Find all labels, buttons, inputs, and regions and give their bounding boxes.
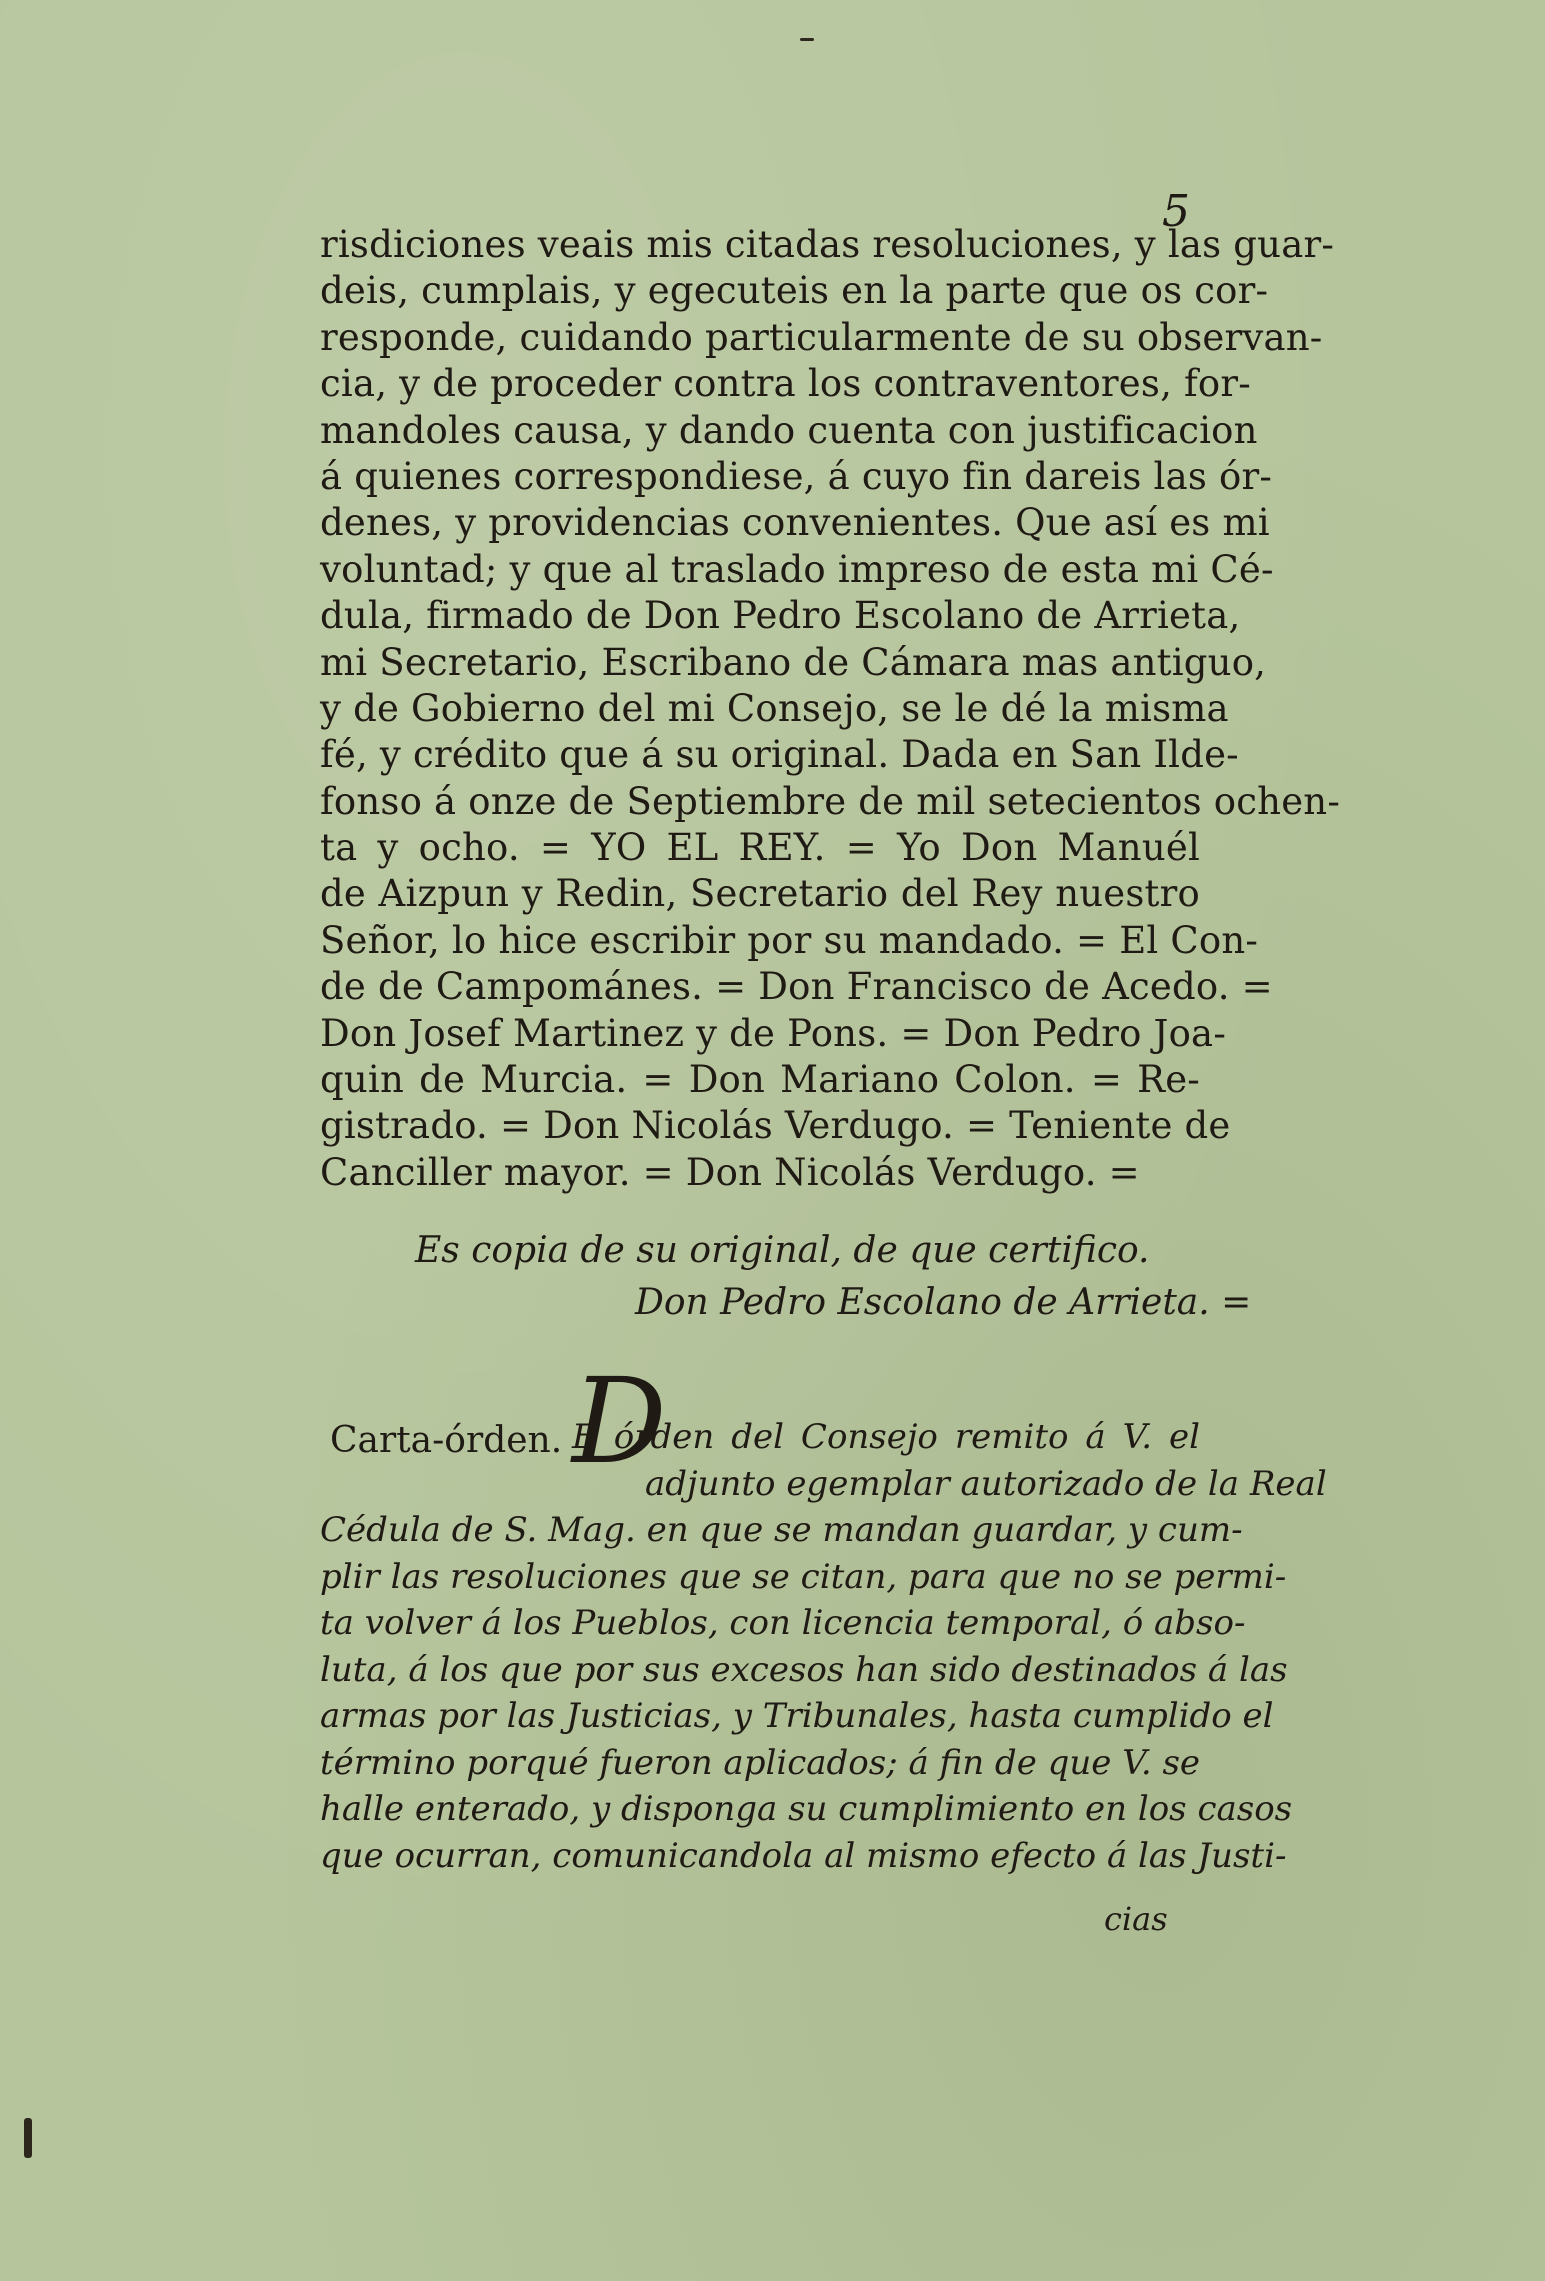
- carta-line: término porqué fueron aplicados; á fin de que V. se: [320, 1742, 1201, 1783]
- certification-signature: Don Pedro Escolano de Arrieta. =: [635, 1282, 1252, 1323]
- body-line: mi Secretario, Escribano de Cámara mas antiguo,: [320, 640, 1267, 684]
- body-line: y de Gobierno del mi Consejo, se le dé la misma: [320, 686, 1229, 730]
- carta-line: que ocurran, comunicandola al mismo efecto á las Justi-: [320, 1835, 1287, 1876]
- carta-orden-text: [320, 1414, 1327, 1879]
- body-line: deis, cumplais, y egecuteis en la parte que os cor-: [320, 269, 1269, 313]
- body-line: denes, y providencias convenientes. Que así es mi: [320, 501, 1270, 545]
- body-line: quin de Murcia. = Don Mariano Colon. = Re-: [320, 1058, 1200, 1102]
- body-line: risdiciones veais mis citadas resoluciones, y las guar-: [320, 223, 1335, 266]
- body-line: de de Campománes. = Don Francisco de Acedo. =: [320, 965, 1273, 1009]
- body-line: dula, firmado de Don Pedro Escolano de Arrieta,: [320, 594, 1241, 638]
- body-line: fonso á onze de Septiembre de mil setecientos ochen-: [320, 779, 1341, 823]
- body-line: Don Josef Martinez y de Pons. = Don Pedro Joa-: [320, 1011, 1227, 1055]
- drop-cap: D: [572, 1352, 667, 1490]
- carta-line: halle enterado, y disponga su cumplimiento en los casos: [320, 1789, 1293, 1829]
- ink-speck: [24, 2118, 32, 2158]
- page-number: 5: [1162, 186, 1190, 237]
- carta-line: ta volver á los Pueblos, con licencia temporal, ó abso-: [320, 1603, 1246, 1643]
- carta-line: plir las resoluciones que se citan, para que no se permi-: [320, 1556, 1287, 1597]
- carta-line: E órden del Consejo remito á V. el: [572, 1417, 1200, 1457]
- ink-speck: [800, 38, 814, 41]
- body-line: á quienes correspondiese, á cuyo fin dareis las ór-: [320, 454, 1273, 498]
- body-line: Señor, lo hice escribir por su mandado. = El Con-: [320, 918, 1259, 962]
- body-line: Canciller mayor. = Don Nicolás Verdugo. =: [320, 1150, 1140, 1194]
- body-line: responde, cuidando particularmente de su observan-: [320, 315, 1323, 359]
- body-line: gistrado. = Don Nicolás Verdugo. = Teniente de: [320, 1104, 1231, 1148]
- body-line: mandoles causa, y dando cuenta con justificacion: [320, 408, 1258, 452]
- body-line: voluntad; y que al traslado impreso de esta mi Cé-: [320, 547, 1274, 591]
- carta-line: armas por las Justicias, y Tribunales, hasta cumplido el: [320, 1696, 1274, 1736]
- catchword: cias: [1104, 1900, 1168, 1938]
- carta-line: luta, á los que por sus excesos han sido destinados á las: [320, 1649, 1288, 1690]
- margin-label: Carta-órden.: [330, 1420, 563, 1461]
- body-text: [320, 222, 1341, 1196]
- carta-line: Cédula de S. Mag. en que se mandan guardar, y cum-: [320, 1510, 1243, 1550]
- body-line: fé, y crédito que á su original. Dada en San Ilde-: [320, 733, 1239, 777]
- body-line: ta y ocho. = YO EL REY. = Yo Don Manuél: [320, 826, 1200, 870]
- certification-line: Es copia de su original, de que certifico.: [415, 1230, 1150, 1271]
- body-line: cia, y de proceder contra los contraventores, for-: [320, 362, 1251, 406]
- carta-line: adjunto egemplar autorizado de la Real: [645, 1463, 1327, 1504]
- body-line: de Aizpun y Redin, Secretario del Rey nuestro: [320, 872, 1200, 916]
